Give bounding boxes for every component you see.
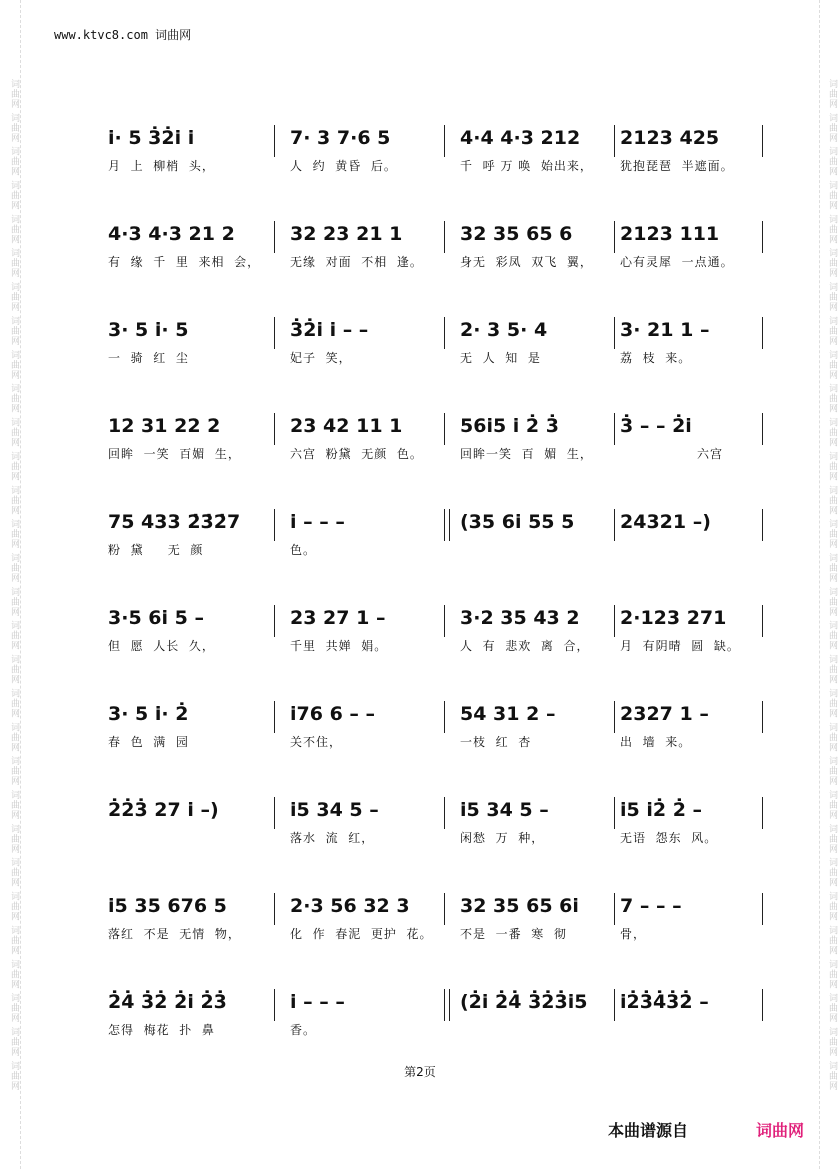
measure-lyrics: 千里 共婵 娟。 [290,639,388,653]
measure-lyrics: 月 上 柳梢 头， [108,159,215,173]
bar-line [444,221,445,253]
bar-line [762,509,763,541]
measure-lyrics: 回眸一笑 百 媚 生， [460,447,593,461]
measure-lyrics: 回眸 一笑 百媚 生， [108,447,241,461]
bar-line [444,989,450,1021]
measure-lyrics: 人 有 悲欢 离 合， [460,639,590,653]
measure-notes: 2123 425 [620,127,720,149]
bar-line [274,893,275,925]
measure-lyrics: 春 色 满 园 [108,735,189,749]
measure-lyrics: 荔 枝 来。 [620,351,692,365]
measure-lyrics: 一枝 红 杏 [460,735,532,749]
bar-line [444,125,445,157]
bar-line [614,125,615,157]
measure-notes: i – – – [290,991,345,1013]
measure-lyrics: 心有灵犀 一点通。 [620,255,734,269]
measure-lyrics: 出 墙 来。 [620,735,692,749]
source-label: 本曲谱源自 [608,1121,689,1140]
measure-lyrics: 粉 黛 无 颜 [108,543,204,557]
measure-notes: 3̇2̇i i – – [290,319,369,341]
measure-lyrics: 骨， [620,927,647,941]
score-row [108,797,768,857]
bar-line [614,797,615,829]
measure-notes: i2̇3̇4̇3̇2̇ – [620,991,709,1013]
measure-notes: 2̇2̇3̇ 27 i –) [108,799,219,821]
measure-lyrics: 落红 不是 无情 物， [108,927,241,941]
bar-line [614,509,615,541]
score-row [108,221,768,281]
bar-line [444,893,445,925]
bar-line [762,989,763,1021]
bar-line [614,317,615,349]
bar-line [444,317,445,349]
page-number: 第2页 [404,1065,436,1079]
measure-notes: 23 42 11 1 [290,415,403,437]
measure-notes: 2· 3 5· 4 [460,319,548,341]
measure-notes: 2123 111 [620,223,720,245]
measure-notes: 12 31 22 2 [108,415,221,437]
bar-line [444,509,450,541]
measure-notes: 75 433 2̇3̇2̇7 [108,511,241,533]
measure-notes: 3̇ – – 2̇i [620,415,692,437]
measure-notes: 3·2 35 43 2 [460,607,580,629]
bar-line [274,701,275,733]
measure-lyrics: 千 呼 万 唤 始出来， [460,159,593,173]
bar-line [614,701,615,733]
measure-lyrics: 闲愁 万 种， [460,831,545,845]
bar-line [274,221,275,253]
measure-notes: 2̇4̇ 3̇2̇ 2̇i 2̇3̇ [108,991,227,1013]
measure-lyrics: 香。 [290,1023,317,1037]
measure-lyrics: 化 作 春泥 更护 花。 [290,927,433,941]
measure-notes: 3· 5 i· 2̇ [108,703,189,725]
score-row [108,125,768,185]
bar-line [274,125,275,157]
measure-lyrics: 落水 流 红， [290,831,375,845]
measure-notes: i5 34 5 – [290,799,379,821]
bar-line [762,605,763,637]
measure-notes: 24321 –) [620,511,711,533]
measure-notes: i5 34 5 – [460,799,549,821]
measure-lyrics: 六宫 粉黛 无颜 色。 [290,447,423,461]
watermark-right: 词曲网 词曲网 词曲网 词曲网 词曲网 词曲网 词曲网 词曲网 词曲网 词曲网 词曲网 词曲网 词曲网 词曲网 词曲网 词曲网 词曲网 词曲网 词曲网 词曲网 词曲网 词曲网 词曲网 词曲网 词曲网 词曲网 词曲网 词曲网 词曲网 词曲网 [819,0,838,1169]
bar-line [614,605,615,637]
bar-line [614,221,615,253]
measure-lyrics: 身无 彩凤 双飞 翼， [460,255,593,269]
measure-lyrics: 不是 一番 寒 彻 [460,927,567,941]
measure-lyrics: 但 愿 人长 久， [108,639,215,653]
measure-notes: 2·3 56 32 3 [290,895,410,917]
site-url[interactable]: www.ktvc8.com 词曲网 [54,28,192,42]
measure-lyrics: 关不住， [290,735,343,749]
score-row [108,701,768,761]
watermark-left: 词曲网 词曲网 词曲网 词曲网 词曲网 词曲网 词曲网 词曲网 词曲网 词曲网 词曲网 词曲网 词曲网 词曲网 词曲网 词曲网 词曲网 词曲网 词曲网 词曲网 词曲网 词曲网 词曲网 词曲网 词曲网 词曲网 词曲网 词曲网 词曲网 词曲网 [2,0,21,1169]
bar-line [274,509,275,541]
bar-line [444,413,445,445]
measure-notes: 3·5 6i 5 – [108,607,204,629]
measure-lyrics: 六宫 [620,447,724,461]
bar-line [762,797,763,829]
source-brand-link[interactable]: 词曲网 [756,1121,805,1140]
measure-notes: 2327 1 – [620,703,709,725]
measure-notes: 7 – – – [620,895,682,917]
measure-notes: 56i5 i 2̇ 3̇ [460,415,559,437]
bar-line [444,797,445,829]
score-row [108,989,768,1049]
measure-lyrics: 妃子 笑， [290,351,352,365]
measure-notes: 32 23 21 1 [290,223,403,245]
measure-lyrics: 色。 [290,543,317,557]
measure-lyrics: 人 约 黄昏 后。 [290,159,397,173]
measure-lyrics: 犹抱琵琶 半遮面。 [620,159,734,173]
measure-notes: i· 5 3̇2̇i i [108,127,195,149]
measure-lyrics: 有 缘 千 里 来相 会， [108,255,261,269]
measure-notes: 32 35 65 6 [460,223,573,245]
measure-notes: 23 27 1 – [290,607,386,629]
bar-line [274,605,275,637]
bar-line [274,797,275,829]
measure-notes: 54 31 2 – [460,703,556,725]
bar-line [444,701,445,733]
measure-notes: i76 6 – – [290,703,376,725]
bar-line [274,989,275,1021]
measure-notes: i – – – [290,511,345,533]
measure-notes: (2̇i 2̇4̇ 3̇2̇3̇i5 [460,991,588,1013]
measure-lyrics: 月 有阴晴 圆 缺。 [620,639,740,653]
bar-line [614,893,615,925]
bar-line [274,413,275,445]
bar-line [762,701,763,733]
measure-lyrics: 无语 怨东 风。 [620,831,718,845]
bar-line [762,221,763,253]
measure-notes: i5 i2̇ 2̇ – [620,799,703,821]
bar-line [762,317,763,349]
bar-line [614,413,615,445]
measure-notes: 4·3 4·3 21 2 [108,223,235,245]
measure-notes: 3· 5 i· 5 [108,319,189,341]
score-row [108,413,768,473]
measure-notes: 4·4 4·3 212 [460,127,581,149]
measure-notes: 3· 21 1 – [620,319,710,341]
measure-lyrics: 无 人 知 是 [460,351,541,365]
score-row [108,509,768,569]
bar-line [762,125,763,157]
bar-line [762,413,763,445]
bar-line [614,989,615,1021]
bar-line [444,605,445,637]
measure-notes: (35 6i 55 5 [460,511,575,533]
measure-lyrics: 一 骑 红 尘 [108,351,189,365]
measure-notes: i5 35 676 5 [108,895,227,917]
measure-notes: 32 35 65 6i [460,895,579,917]
measure-lyrics: 无缘 对面 不相 逢。 [290,255,423,269]
bar-line [762,893,763,925]
measure-lyrics: 怎得 梅花 扑 鼻 [108,1023,215,1037]
score-row [108,893,768,953]
bar-line [274,317,275,349]
measure-notes: 2·123 271 [620,607,727,629]
score-row [108,317,768,377]
measure-notes: 7· 3 7·6 5 [290,127,391,149]
score-row [108,605,768,665]
